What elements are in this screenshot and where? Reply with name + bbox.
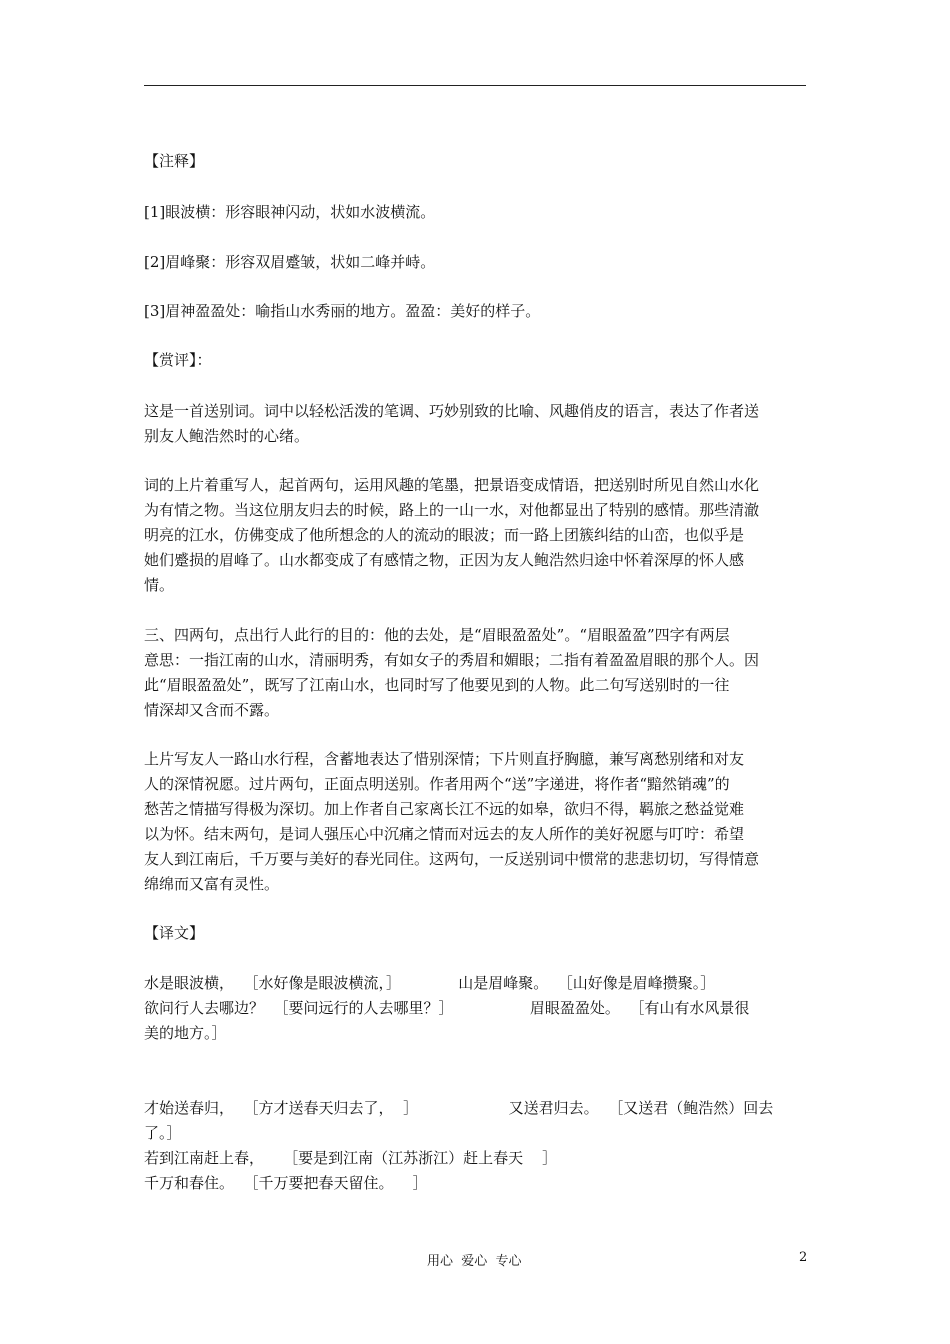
paragraph-2-line-3: 明亮的江水，仿佛变成了他所想念的人的流动的眼波；而一路上团簇纠结的山峦，也似乎是: [144, 526, 745, 544]
translation-line-5: 了。］: [144, 1124, 182, 1142]
paragraph-1-line-1: 这是一首送别词。词中以轻松活泼的笔调、巧妙别致的比喻、风趣俏皮的语言，表达了作者送: [144, 402, 760, 420]
paragraph-1-line-2: 别友人鲍浩然时的心绪。: [144, 427, 310, 445]
paragraph-2-line-1: 词的上片着重写人，起首两句，运用风趣的笔墨，把景语变成情语，把送别时所见自然山水化: [144, 476, 760, 494]
paragraph-4-line-5: 友人到江南后，千万要与美好的春光同住。这两句，一反送别词中惯常的悲悲切切，写得情意: [144, 850, 760, 868]
header-rule: [144, 85, 806, 86]
paragraph-4-line-3: 愁苦之情描写得极为深切。加上作者自己家离长江不远的如皋，欲归不得，羁旅之愁益觉难: [144, 800, 745, 818]
note-1: [1]眼波横：形容眼神闪动，状如水波横流。: [144, 203, 436, 221]
translation-line-1: 水是眼波横， ［水好像是眼波横流，］ 山是眉峰聚。 ［山好像是眉峰攒聚。］: [144, 974, 716, 992]
paragraph-4-line-2: 人的深情祝愿。过片两句，正面点明送别。作者用两个“送”字递进，将作者“黯然销魂”的: [144, 775, 730, 793]
paragraph-4-line-1: 上片写友人一路山水行程，含蓄地表达了惜别深情；下片则直抒胸臆，兼写离愁别绪和对友: [144, 750, 745, 768]
translation-line-2: 欲问行人去哪边？ ［要问远行的人去哪里？］ 眉眼盈盈处。 ［有山有水风景很: [144, 999, 750, 1017]
page-number: 2: [799, 1250, 808, 1265]
paragraph-4-line-4: 以为怀。结末两句，是词人强压心中沉痛之情而对远去的友人所作的美好祝愿与叮咛：希望: [144, 825, 745, 843]
appreciation-heading: 【赏评】：: [144, 351, 212, 369]
note-3: [3]眉神盈盈处：喻指山水秀丽的地方。盈盈：美好的样子。: [144, 302, 541, 320]
footer-motto: 用心 爱心 专心: [427, 1254, 522, 1269]
translation-line-6: 若到江南赶上春， ［要是到江南（江苏浙江）赶上春天 ］: [144, 1149, 558, 1167]
notes-heading: 【注释】: [144, 152, 205, 170]
translation-line-3: 美的地方。］: [144, 1024, 227, 1042]
paragraph-2-line-4: 她们蹙损的眉峰了。山水都变成了有感情之物，正因为友人鲍浩然归途中怀着深厚的怀人感: [144, 551, 745, 569]
translation-heading: 【译文】: [144, 924, 205, 942]
paragraph-2-line-2: 为有情之物。当这位朋友归去的时候，路上的一山一水，对他都显出了特别的感情。那些清澈: [144, 501, 760, 519]
paragraph-3-line-1: 三、四两句，点出行人此行的目的：他的去处，是“眉眼盈盈处”。“眉眼盈盈”四字有两层: [144, 626, 730, 644]
translation-line-7: 千万和春住。 ［千万要把春天留住。 ］: [144, 1174, 428, 1192]
paragraph-2-line-5: 情。: [144, 576, 175, 594]
paragraph-4-line-6: 绵绵而又富有灵性。: [144, 875, 280, 893]
translation-line-4: 才始送春归， ［方才送春天归去了， ］ 又送君归去。 ［又送君（鲍浩然）回去: [144, 1099, 774, 1117]
paragraph-3-line-4: 情深却又含而不露。: [144, 701, 280, 719]
note-2: [2]眉峰聚：形容双眉蹙皱，状如二峰并峙。: [144, 253, 436, 271]
paragraph-3-line-2: 意思：一指江南的山水，清丽明秀，有如女子的秀眉和媚眼；二指有着盈盈眉眼的那个人。因: [144, 651, 760, 669]
paragraph-3-line-3: 此“眉眼盈盈处”，既写了江南山水，也同时写了他要见到的人物。此二句写送别时的一往: [144, 676, 730, 694]
